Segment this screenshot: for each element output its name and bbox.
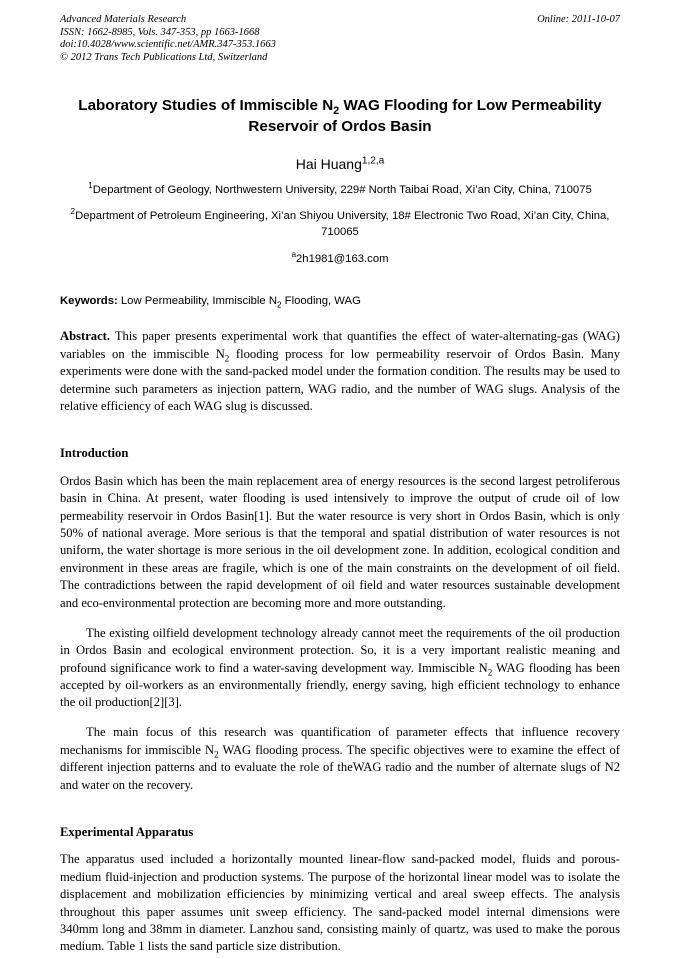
keywords-part-1: Low Permeability, Immiscible N [117,295,278,308]
paragraph-intro-3-part-2: WAG flooding process. The specific objectives were to examine the effect of different injection patterns and to evaluate the role of theWAG radio and the number of alternate slugs of N2 and water on the recovery. [60,742,620,792]
title-part-2: WAG Flooding for Low Permeability Reservoir of Ordos Basin [248,97,602,136]
author-name-text: Hai Huang [295,156,362,173]
paragraph-intro-3 [60,724,620,794]
affiliation-1-marker: 1 [88,181,93,191]
section-heading-introduction: Introduction [60,446,129,461]
page-title [66,95,614,137]
online-date: Online: 2011-10-07 [537,14,620,25]
paragraph-intro-3-subscript: 2 [214,749,219,760]
keywords-label: Keywords: [60,295,118,308]
paragraph-intro-2-part-2: WAG flooding has been accepted by oil-workers as an environmentally friendly, energy saving, high efficient technology to enhance the oil production[2][3]. [60,660,620,710]
author-name [60,155,620,173]
title-subscript: 2 [333,105,340,118]
paragraph-intro-2-subscript: 2 [487,667,493,678]
author-email[interactable] [60,251,620,268]
paragraph-apparatus-1-part-1: The apparatus used included a horizontally mounted linear-flow sand-packed model, fluids and porous-medium fluid-injection and production systems. The purpose of the horizontal linear model was to isolate the displacement and mobilization efficiencies by minimizing vertical and areal sweep effects. The analysis throughout this paper assumes unit sweep efficiency. The sand-packed model internal dimensions were 340mm long and 38mm in diameter. Lanzhou sand, consisting mainly of quartz, was used to make the porous medium. Table 1 lists the sand particle size distribution. [60,852,620,954]
abstract-part-1: This paper presents experimental work that quantifies the effect of water-alternating-gas (WAG) variables on the immiscible N [60,329,620,361]
doi-line: doi:10.4028/www.scientific.net/AMR.347-353.1663 [60,39,276,51]
paragraph-apparatus-1 [60,851,620,955]
issn-line: ISSN: 1662-8985, Vols. 347-353, pp 1663-1668 [60,26,260,38]
email-marker: a [291,250,297,260]
copyright-line: © 2012 Trans Tech Publications Ltd, Switzerland [60,51,268,63]
paragraph-intro-1-part-1: Ordos Basin which has been the main replacement area of energy resources is the second largest petroliferous basin in China. At present, water flooding is used intensively to improve the output of crude oil of low permeability reservoir in Ordos Basin[1]. But the water resource is very short in Ordos Basin, which is only 50% of national average. More serious is that the temporal and spatial distribution of water resources is not uniform, the water shortage is more serious in the oil development zone. In addition, ecological condition and environment in these areas are fragile, which is one of the main constraints on the development of oil field. The contradictions between the rapid development of oil field and water resources sustainable development and eco-environmental protection are becoming more and more outstanding. [60,473,620,610]
abstract-paragraph [60,328,620,415]
affiliation-2-marker: 2 [70,207,76,217]
journal-name: Advanced Materials Research [60,14,187,25]
keywords-line [60,293,620,309]
abstract-subscript: 2 [224,353,230,364]
keywords-subscript: 2 [277,300,282,310]
paragraph-intro-1 [60,473,620,612]
paragraph-intro-2 [60,625,620,712]
affiliation-2 [60,208,620,241]
journal-header [60,14,620,64]
title-part-1: Laboratory Studies of Immiscible N [78,97,334,115]
paragraph-intro-3-part-1: The main focus of this research was quantification of parameter effects that influence recovery mechanisms for immiscible N [60,725,620,757]
email-address: 2h1981@163.com [296,252,389,265]
affiliation-1-text: Department of Geology, Northwestern University, 229# North Taibai Road, Xi’an City, China, 710075 [92,184,592,197]
affiliation-2-text: Department of Petroleum Engineering, Xi’an Shiyou University, 18# Electronic Two Road, Xi’an City, China, 710065 [75,209,610,239]
section-heading-experimental-apparatus: Experimental Apparatus [60,824,194,839]
paragraph-intro-2-part-1: The existing oilfield development technology already cannot meet the requirements of the oil production in Ordos Basin and ecological environment protection. So, it is a very important realistic meaning and profound significance work to find a water-saving development way. Immiscible N [60,625,620,675]
abstract-label: Abstract. [60,329,111,344]
abstract-part-2: flooding process for low permeability reservoir of Ordos Basin. Many experiments were done with the sand-packed model under the formation condition. The results may be used to determine such parameters as injection pattern, WAG radio, and the number of WAG slugs. Analysis of the relative efficiency of each WAG slug is discussed. [60,346,620,413]
affiliation-1 [60,182,620,199]
keywords-part-2: Flooding, WAG [281,295,361,308]
author-affiliation-marker: 1,2,a [361,155,385,167]
